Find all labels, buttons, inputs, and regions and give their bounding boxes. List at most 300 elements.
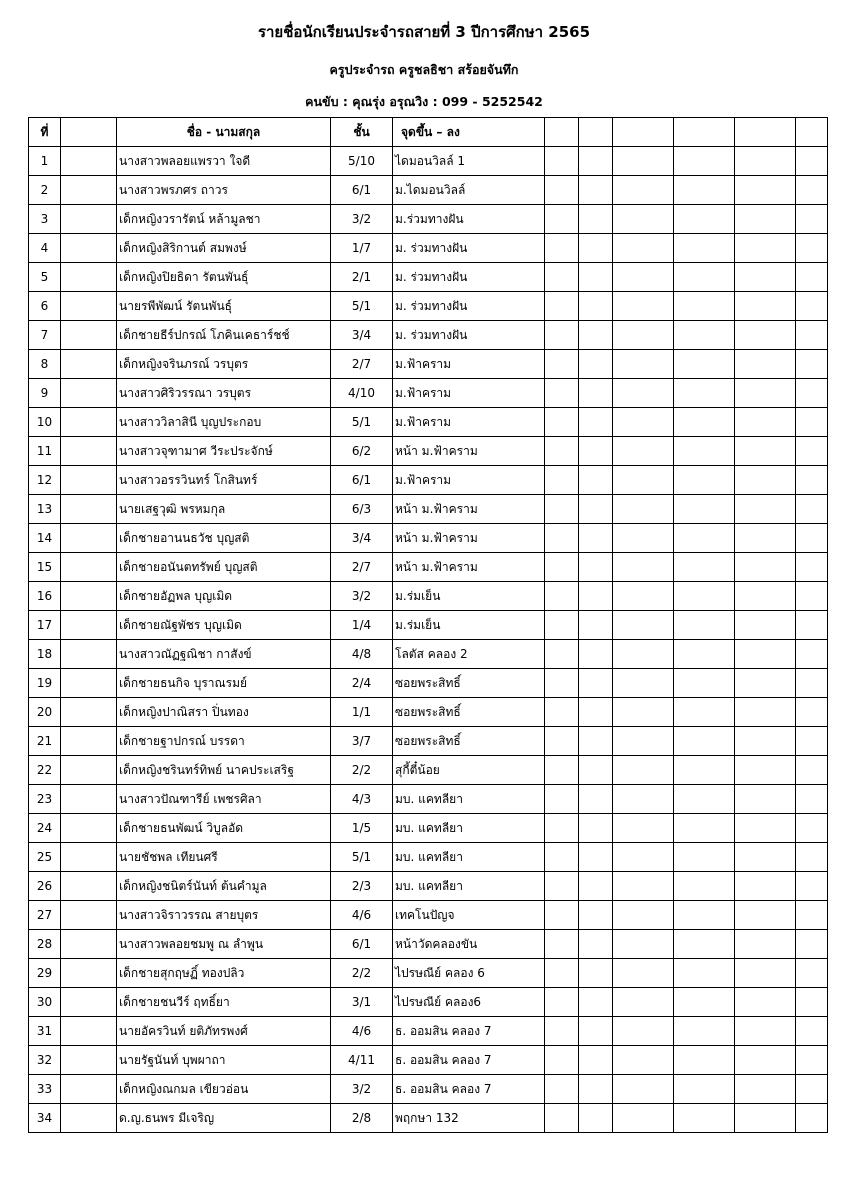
blank-cell — [796, 321, 828, 350]
blank-cell — [545, 263, 579, 292]
blank-cell — [545, 843, 579, 872]
table-row — [29, 611, 828, 640]
table-row — [29, 959, 828, 988]
student-name: เด็กชายสุกฤษฏิ์ ทองปลิว — [117, 959, 331, 988]
table-row — [29, 350, 828, 379]
blank-cell — [735, 756, 796, 785]
blank-cell — [613, 872, 674, 901]
blank-cell — [579, 321, 613, 350]
blank-cell — [579, 901, 613, 930]
blank-cell — [674, 640, 735, 669]
header-grade: ชั้น — [331, 118, 393, 147]
blank-cell — [674, 234, 735, 263]
blank-cell — [579, 263, 613, 292]
blank-cell — [579, 176, 613, 205]
row-number: 27 — [29, 901, 61, 930]
blank-cell — [674, 901, 735, 930]
pickup-point: ธ. ออมสิน คลอง 7 — [393, 1075, 545, 1104]
table-row — [29, 495, 828, 524]
student-grade: 6/2 — [331, 437, 393, 466]
table-row — [29, 1075, 828, 1104]
blank-cell — [545, 785, 579, 814]
blank-cell — [545, 1046, 579, 1075]
row-number: 34 — [29, 1104, 61, 1133]
blank-cell — [613, 524, 674, 553]
blank-cell — [579, 234, 613, 263]
student-name: นายอัครวินท์ ยติภัทรพงศ์ — [117, 1017, 331, 1046]
blank-cell — [61, 1017, 117, 1046]
blank-cell — [61, 901, 117, 930]
pickup-point: มบ. แคทลียา — [393, 843, 545, 872]
blank-cell — [61, 582, 117, 611]
student-grade: 2/8 — [331, 1104, 393, 1133]
blank-cell — [674, 176, 735, 205]
student-grade: 4/8 — [331, 640, 393, 669]
blank-cell — [579, 495, 613, 524]
student-grade: 4/3 — [331, 785, 393, 814]
student-name: เด็กชายอานนธวัช บุญสติ — [117, 524, 331, 553]
blank-cell — [735, 872, 796, 901]
table-row — [29, 785, 828, 814]
header-blank — [735, 118, 796, 147]
blank-cell — [61, 785, 117, 814]
blank-cell — [674, 611, 735, 640]
student-grade: 3/2 — [331, 1075, 393, 1104]
blank-cell — [545, 234, 579, 263]
blank-cell — [579, 843, 613, 872]
pickup-point: เทคโนปัญจ — [393, 901, 545, 930]
row-number: 9 — [29, 379, 61, 408]
pickup-point: ม. ร่วมทางฝัน — [393, 292, 545, 321]
pickup-point: หน้า ม.ฟ้าคราม — [393, 437, 545, 466]
blank-cell — [613, 176, 674, 205]
blank-cell — [674, 495, 735, 524]
blank-cell — [579, 582, 613, 611]
blank-cell — [61, 408, 117, 437]
row-number: 20 — [29, 698, 61, 727]
blank-cell — [796, 1075, 828, 1104]
blank-cell — [579, 147, 613, 176]
blank-cell — [674, 669, 735, 698]
blank-cell — [796, 611, 828, 640]
student-name: เด็กหญิงปาณิสรา ปิ่นทอง — [117, 698, 331, 727]
blank-cell — [579, 669, 613, 698]
pickup-point: ม.ฟ้าคราม — [393, 466, 545, 495]
blank-cell — [613, 814, 674, 843]
pickup-point: ม.ฟ้าคราม — [393, 408, 545, 437]
blank-cell — [579, 1075, 613, 1104]
blank-cell — [545, 292, 579, 321]
pickup-point: ซอยพระสิทธิ์ — [393, 698, 545, 727]
blank-cell — [613, 669, 674, 698]
pickup-point: ม.ร่มเย็น — [393, 582, 545, 611]
blank-cell — [613, 437, 674, 466]
student-grade: 2/7 — [331, 553, 393, 582]
student-grade: 1/7 — [331, 234, 393, 263]
student-name: นางสาวพลอยแพรวา ใจดี — [117, 147, 331, 176]
blank-cell — [545, 872, 579, 901]
student-name: นางสาวศิริวรรณา วรบุตร — [117, 379, 331, 408]
blank-cell — [796, 350, 828, 379]
student-grade: 6/1 — [331, 176, 393, 205]
blank-cell — [674, 321, 735, 350]
blank-cell — [674, 843, 735, 872]
blank-cell — [674, 1046, 735, 1075]
table-row — [29, 234, 828, 263]
blank-cell — [545, 1104, 579, 1133]
blank-cell — [613, 611, 674, 640]
blank-cell — [735, 1075, 796, 1104]
row-number: 5 — [29, 263, 61, 292]
table-row — [29, 930, 828, 959]
blank-cell — [613, 756, 674, 785]
student-grade: 4/6 — [331, 1017, 393, 1046]
row-number: 15 — [29, 553, 61, 582]
blank-cell — [545, 321, 579, 350]
blank-cell — [613, 930, 674, 959]
blank-cell — [61, 495, 117, 524]
blank-cell — [735, 408, 796, 437]
blank-cell — [613, 292, 674, 321]
student-name: เด็กชายธีร์ปกรณ์ โภคินเคธาร์ชช์ — [117, 321, 331, 350]
blank-cell — [674, 205, 735, 234]
student-name: เด็กหญิงจรินภรณ์ วรบุตร — [117, 350, 331, 379]
blank-cell — [674, 524, 735, 553]
blank-cell — [613, 1017, 674, 1046]
blank-cell — [545, 611, 579, 640]
student-grade: 1/5 — [331, 814, 393, 843]
row-number: 7 — [29, 321, 61, 350]
table-row — [29, 640, 828, 669]
blank-cell — [674, 988, 735, 1017]
blank-cell — [674, 872, 735, 901]
table-row — [29, 988, 828, 1017]
row-number: 23 — [29, 785, 61, 814]
teacher-line: ครูประจำรถ ครูชลธิชา สร้อยจันทึก — [329, 62, 519, 77]
row-number: 14 — [29, 524, 61, 553]
student-grade: 2/2 — [331, 959, 393, 988]
pickup-point: ม. ร่วมทางฝัน — [393, 321, 545, 350]
student-name: เด็กชายอัฏพล บุญเมิด — [117, 582, 331, 611]
blank-cell — [674, 959, 735, 988]
table-row — [29, 321, 828, 350]
student-name: เด็กหญิงวรารัตน์ หล้ามูลชา — [117, 205, 331, 234]
table-row — [29, 872, 828, 901]
row-number: 10 — [29, 408, 61, 437]
blank-cell — [61, 350, 117, 379]
row-number: 26 — [29, 872, 61, 901]
blank-cell — [545, 1075, 579, 1104]
blank-cell — [545, 1017, 579, 1046]
blank-cell — [735, 176, 796, 205]
table-row — [29, 379, 828, 408]
header-no: ที่ — [29, 118, 61, 147]
blank-cell — [613, 1075, 674, 1104]
blank-cell — [735, 553, 796, 582]
pickup-point: หน้าวัดคลองขัน — [393, 930, 545, 959]
blank-cell — [613, 1046, 674, 1075]
blank-cell — [735, 321, 796, 350]
table-row — [29, 466, 828, 495]
row-number: 29 — [29, 959, 61, 988]
blank-cell — [61, 1046, 117, 1075]
blank-cell — [735, 350, 796, 379]
pickup-point: ซอยพระสิทธิ์ — [393, 727, 545, 756]
blank-cell — [674, 350, 735, 379]
blank-cell — [545, 756, 579, 785]
student-name: นางสาวณัฏฐณิชา กาสังข์ — [117, 640, 331, 669]
header-blank — [61, 118, 117, 147]
row-number: 30 — [29, 988, 61, 1017]
blank-cell — [674, 1104, 735, 1133]
student-grade: 3/1 — [331, 988, 393, 1017]
student-name: นายเสฐวุฒิ พรหมกุล — [117, 495, 331, 524]
header-route: จุดขึ้น – ลง — [393, 118, 545, 147]
blank-cell — [674, 1075, 735, 1104]
student-name: นางสาวจุฑามาศ วีระประจักษ์ — [117, 437, 331, 466]
row-number: 8 — [29, 350, 61, 379]
blank-cell — [674, 437, 735, 466]
pickup-point: ไปรษณีย์ คลอง6 — [393, 988, 545, 1017]
student-name: เด็กหญิงชรินทร์ทิพย์ นาคประเสริฐ — [117, 756, 331, 785]
blank-cell — [579, 379, 613, 408]
blank-cell — [674, 408, 735, 437]
blank-cell — [674, 785, 735, 814]
blank-cell — [61, 669, 117, 698]
row-number: 22 — [29, 756, 61, 785]
blank-cell — [579, 785, 613, 814]
blank-cell — [579, 1104, 613, 1133]
blank-cell — [613, 553, 674, 582]
blank-cell — [613, 988, 674, 1017]
blank-cell — [545, 176, 579, 205]
blank-cell — [61, 872, 117, 901]
blank-cell — [735, 785, 796, 814]
blank-cell — [61, 176, 117, 205]
pickup-point: ม.ฟ้าคราม — [393, 379, 545, 408]
pickup-point: โลตัส คลอง 2 — [393, 640, 545, 669]
row-number: 11 — [29, 437, 61, 466]
blank-cell — [735, 611, 796, 640]
blank-cell — [674, 698, 735, 727]
blank-cell — [579, 437, 613, 466]
blank-cell — [61, 437, 117, 466]
blank-cell — [735, 1017, 796, 1046]
table-row — [29, 205, 828, 234]
blank-cell — [796, 205, 828, 234]
blank-cell — [796, 582, 828, 611]
pickup-point: ไดมอนวิลล์ 1 — [393, 147, 545, 176]
student-grade: 1/4 — [331, 611, 393, 640]
row-number: 28 — [29, 930, 61, 959]
student-grade: 4/11 — [331, 1046, 393, 1075]
student-name: นายรัฐนันท์ บุพผาถา — [117, 1046, 331, 1075]
blank-cell — [735, 930, 796, 959]
blank-cell — [735, 205, 796, 234]
blank-cell — [579, 553, 613, 582]
student-name: เด็กชายณัฐพัชร บุญเมิด — [117, 611, 331, 640]
blank-cell — [61, 640, 117, 669]
blank-cell — [796, 292, 828, 321]
pickup-point: พฤกษา 132 — [393, 1104, 545, 1133]
blank-cell — [613, 205, 674, 234]
student-grade: 6/1 — [331, 930, 393, 959]
header-blank — [674, 118, 735, 147]
student-grade: 2/7 — [331, 350, 393, 379]
blank-cell — [613, 1104, 674, 1133]
blank-cell — [613, 959, 674, 988]
blank-cell — [545, 408, 579, 437]
blank-cell — [61, 292, 117, 321]
blank-cell — [545, 437, 579, 466]
blank-cell — [61, 698, 117, 727]
table-row — [29, 524, 828, 553]
blank-cell — [545, 147, 579, 176]
pickup-point: ม.ฟ้าคราม — [393, 350, 545, 379]
blank-cell — [735, 234, 796, 263]
row-number: 21 — [29, 727, 61, 756]
header-blank — [545, 118, 579, 147]
pickup-point: ม. ร่วมทางฝัน — [393, 263, 545, 292]
pickup-point: ซอยพระสิทธิ์ — [393, 669, 545, 698]
header-blank — [613, 118, 674, 147]
blank-cell — [579, 611, 613, 640]
blank-cell — [545, 988, 579, 1017]
blank-cell — [613, 901, 674, 930]
blank-cell — [735, 988, 796, 1017]
blank-cell — [545, 350, 579, 379]
blank-cell — [613, 147, 674, 176]
blank-cell — [796, 379, 828, 408]
blank-cell — [674, 379, 735, 408]
row-number: 6 — [29, 292, 61, 321]
blank-cell — [613, 640, 674, 669]
blank-cell — [545, 698, 579, 727]
blank-cell — [61, 988, 117, 1017]
blank-cell — [545, 379, 579, 408]
student-name: เด็กหญิงสิริกานต์ สมพงษ์ — [117, 234, 331, 263]
student-name: นางสาวจิราวรรณ สายบุตร — [117, 901, 331, 930]
blank-cell — [61, 611, 117, 640]
blank-cell — [735, 524, 796, 553]
blank-cell — [674, 292, 735, 321]
blank-cell — [613, 785, 674, 814]
blank-cell — [545, 524, 579, 553]
pickup-point: ม. ร่วมทางฝัน — [393, 234, 545, 263]
blank-cell — [579, 872, 613, 901]
student-name: ด.ญ.ธนพร มีเจริญ — [117, 1104, 331, 1133]
blank-cell — [735, 292, 796, 321]
blank-cell — [579, 1017, 613, 1046]
student-name: เด็กชายฐาปกรณ์ บรรดา — [117, 727, 331, 756]
blank-cell — [579, 930, 613, 959]
pickup-point: ธ. ออมสิน คลอง 7 — [393, 1046, 545, 1075]
blank-cell — [796, 756, 828, 785]
table-row — [29, 582, 828, 611]
student-grade: 2/4 — [331, 669, 393, 698]
student-name: นางสาวพรภศร ถาวร — [117, 176, 331, 205]
blank-cell — [796, 872, 828, 901]
blank-cell — [735, 495, 796, 524]
blank-cell — [613, 408, 674, 437]
student-grade: 5/1 — [331, 843, 393, 872]
blank-cell — [674, 1017, 735, 1046]
student-name: นางสาวปัณฑารีย์ เพชรศิลา — [117, 785, 331, 814]
student-grade: 5/1 — [331, 408, 393, 437]
blank-cell — [735, 727, 796, 756]
student-grade: 5/1 — [331, 292, 393, 321]
blank-cell — [735, 843, 796, 872]
table-row — [29, 698, 828, 727]
blank-cell — [61, 553, 117, 582]
student-table — [28, 117, 828, 1133]
blank-cell — [796, 988, 828, 1017]
blank-cell — [735, 640, 796, 669]
table-row — [29, 1104, 828, 1133]
blank-cell — [796, 437, 828, 466]
table-row — [29, 408, 828, 437]
blank-cell — [579, 640, 613, 669]
blank-cell — [545, 582, 579, 611]
blank-cell — [579, 408, 613, 437]
blank-cell — [61, 756, 117, 785]
blank-cell — [61, 147, 117, 176]
student-name: เด็กชายธนพัฒน์ วิบูลอัด — [117, 814, 331, 843]
blank-cell — [796, 901, 828, 930]
student-grade: 6/1 — [331, 466, 393, 495]
blank-cell — [796, 843, 828, 872]
blank-cell — [796, 930, 828, 959]
pickup-point: ม.ร่มเย็น — [393, 611, 545, 640]
row-number: 2 — [29, 176, 61, 205]
blank-cell — [579, 524, 613, 553]
blank-cell — [545, 640, 579, 669]
blank-cell — [796, 263, 828, 292]
blank-cell — [545, 466, 579, 495]
blank-cell — [61, 524, 117, 553]
blank-cell — [796, 640, 828, 669]
student-name: เด็กชายธนกิจ บุราณรมย์ — [117, 669, 331, 698]
blank-cell — [61, 466, 117, 495]
student-name: เด็กชายชนวีร์ ฤทธิ์ยา — [117, 988, 331, 1017]
blank-cell — [735, 582, 796, 611]
blank-cell — [735, 379, 796, 408]
student-grade: 4/10 — [331, 379, 393, 408]
blank-cell — [796, 698, 828, 727]
driver-line: คนขับ : คุณรุ่ง อรุณวิง : 099 - 5252542 — [305, 94, 543, 109]
header-name: ชื่อ - นามสกุล — [117, 118, 331, 147]
blank-cell — [674, 930, 735, 959]
blank-cell — [735, 147, 796, 176]
blank-cell — [796, 785, 828, 814]
blank-cell — [61, 379, 117, 408]
blank-cell — [613, 350, 674, 379]
blank-cell — [796, 959, 828, 988]
blank-cell — [61, 234, 117, 263]
table-row — [29, 147, 828, 176]
row-number: 1 — [29, 147, 61, 176]
blank-cell — [735, 901, 796, 930]
row-number: 13 — [29, 495, 61, 524]
row-number: 19 — [29, 669, 61, 698]
blank-cell — [674, 466, 735, 495]
blank-cell — [61, 959, 117, 988]
blank-cell — [579, 350, 613, 379]
student-grade: 1/1 — [331, 698, 393, 727]
table-header-row — [29, 118, 828, 147]
table-row — [29, 727, 828, 756]
pickup-point: ม.ไดมอนวิลล์ — [393, 176, 545, 205]
